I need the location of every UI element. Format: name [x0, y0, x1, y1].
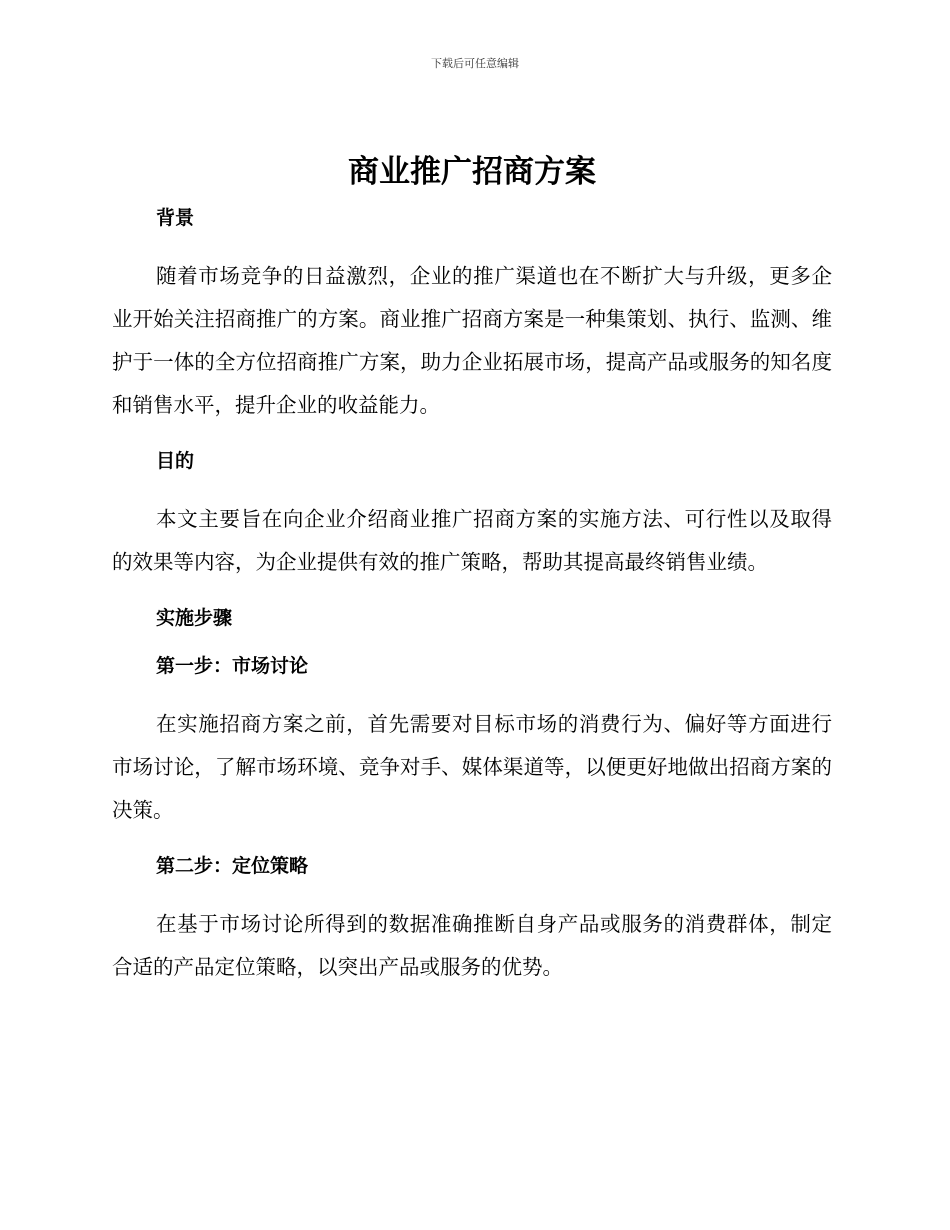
document-body: [112, 150, 832, 989]
section-heading-background: 背景: [156, 207, 195, 229]
section-heading-steps: 实施步骤: [156, 607, 233, 629]
section-heading-purpose: 目的: [156, 450, 195, 472]
step2-heading: 第二步：定位策略: [156, 855, 309, 877]
document-title: 商业推广招商方案: [348, 154, 596, 190]
page-header-note: 下载后可任意编辑: [431, 57, 519, 70]
purpose-paragraph: 本文主要旨在向企业介绍商业推广招商方案的实施方法、可行性以及取得的效果等内容，为企业提供有效的推广策略，帮助其提高最终销售业绩。: [112, 507, 832, 574]
step1-paragraph: 在实施招商方案之前，首先需要对目标市场的消费行为、偏好等方面进行市场讨论，了解市场环境、竞争对手、媒体渠道等，以便更好地做出招商方案的决策。: [112, 712, 832, 822]
background-paragraph: 随着市场竞争的日益激烈，企业的推广渠道也在不断扩大与升级，更多企业开始关注招商推广的方案。商业推广招商方案是一种集策划、执行、监测、维护于一体的全方位招商推广方案，助力企业拓展市场，提高产品或服务的知名度和销售水平，提升企业的收益能力。: [112, 264, 832, 417]
step2-paragraph: 在基于市场讨论所得到的数据准确推断自身产品或服务的消费群体，制定合适的产品定位策略，以突出产品或服务的优势。: [112, 912, 832, 979]
step1-heading: 第一步：市场讨论: [156, 655, 309, 677]
